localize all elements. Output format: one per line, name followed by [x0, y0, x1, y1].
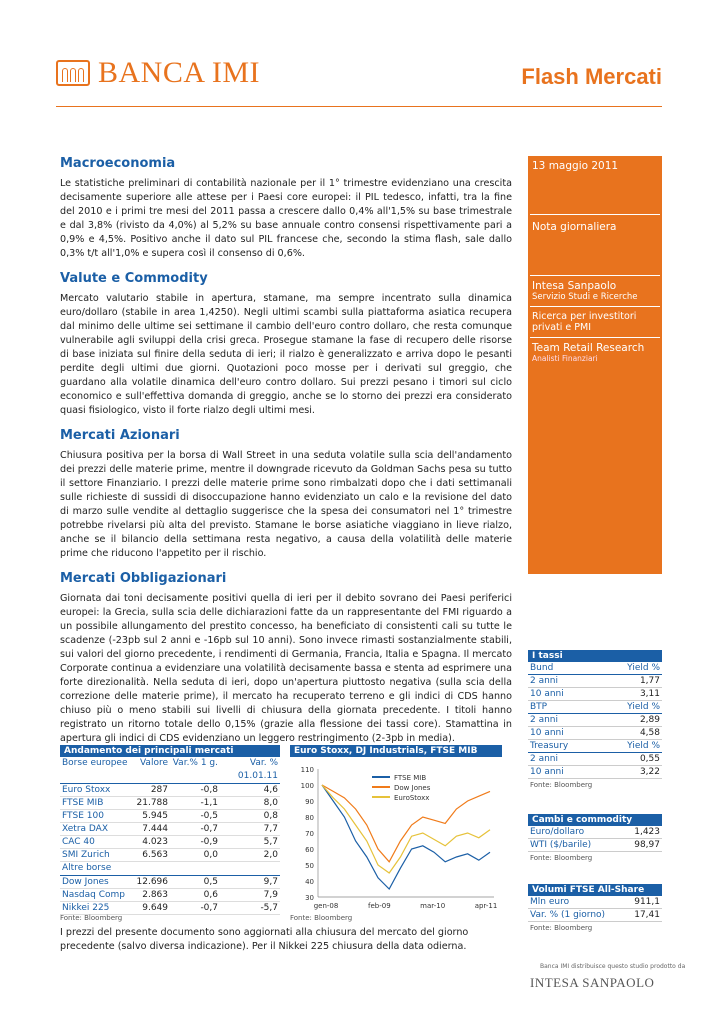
legend-label: Dow Jones	[394, 784, 431, 792]
section-title: Mercati Obbligazionari	[60, 571, 227, 586]
table-row	[60, 797, 280, 810]
table-cell: 3,22	[639, 767, 660, 777]
y-tick-label: 70	[305, 830, 314, 838]
table-cell: 9,7	[263, 877, 278, 887]
chart-svg	[290, 757, 502, 917]
table-row	[528, 896, 662, 909]
header-divider	[56, 106, 662, 107]
table-cell: 1,77	[639, 676, 660, 686]
table-row	[528, 714, 662, 727]
table-cell: Dow Jones	[62, 877, 109, 887]
group-col: Yield %	[627, 702, 660, 712]
table-row	[60, 784, 280, 797]
section-text: Chiusura positiva per la borsa di Wall Street in una seduta volatile sulla scia dell'andamento dei prezzi delle materie prime, mentre il downgrade ricevuto da Goldman Sachs pesa su tutto il settore Finanziario. I prezzi delle materie prime sono rimbalzati dopo che i dati settimanali sulle richieste di sussidi di disoccupazione hanno evidenziato un calo e la revisione del dato di marzo sulle vendite al dettaglio suggerisce che la spesa dei consumatori nel 1° trimestre potrebbe rivelarsi più alta del previsto. Stamane le borse asiatiche viaggiano in lieve rialzo, anche se il bilancio della settimana resta negativo, a causa della volatilità delle materie prime che riducono l'appetito per il rischio.	[60, 450, 512, 559]
table-cell: 9.649	[142, 903, 168, 913]
y-tick-label: 50	[305, 862, 314, 870]
markets-title: Andamento dei principali mercati	[60, 745, 280, 757]
fx-table	[528, 814, 662, 864]
row-label: Mln euro	[530, 897, 570, 907]
row-value: 911,1	[634, 897, 660, 907]
table-cell: Nikkei 225	[62, 903, 110, 913]
table-cell: Euro Stoxx	[62, 785, 111, 795]
table-row	[528, 688, 662, 701]
table-cell: 10 anni	[530, 689, 564, 699]
other-markets-label	[60, 862, 280, 876]
x-tick-label: apr-11	[474, 902, 498, 910]
y-tick-label: 90	[305, 798, 314, 806]
team-name: Team Retail Research	[532, 342, 645, 354]
rates-group-header	[528, 701, 662, 714]
table-row	[60, 823, 280, 836]
ftse-source: Fonte: Bloomberg	[530, 924, 593, 932]
footer-note: I prezzi del presente documento sono aggiornati alla chiusura del mercato del giorno precedente (salvo diversa indicazione). Per il Nikkei 225 chiusura della data odierna.	[60, 927, 469, 952]
y-tick-label: 110	[300, 766, 314, 774]
index-chart	[290, 745, 502, 921]
rates-group-header	[528, 740, 662, 753]
row-label: Euro/dollaro	[530, 827, 585, 837]
row-value: 1,423	[634, 827, 660, 837]
table-cell: 2 anni	[530, 754, 559, 764]
table-cell: 21.788	[136, 798, 168, 808]
table-cell: 0,6	[203, 890, 218, 900]
table-cell: 0,5	[203, 877, 218, 887]
legend-label: FTSE MIB	[394, 774, 427, 782]
section-title: Valute e Commodity	[60, 271, 208, 286]
chart-source: Fonte: Bloomberg	[290, 914, 353, 922]
table-row	[528, 766, 662, 779]
y-tick-label: 80	[305, 814, 314, 822]
row-label: Var. % (1 giorno)	[530, 910, 606, 920]
table-cell: -0,7	[200, 903, 218, 913]
table-cell: 0,0	[203, 850, 218, 860]
section-title: Macroeconomia	[60, 156, 176, 171]
table-cell: FTSE MIB	[62, 798, 104, 808]
table-row	[528, 839, 662, 852]
table-cell: 2 anni	[530, 676, 559, 686]
x-tick-label: mar-10	[420, 902, 446, 910]
brand-name: BANCA IMI	[98, 56, 261, 89]
table-row	[528, 753, 662, 766]
table-row	[528, 826, 662, 839]
page-title: Flash Mercati	[521, 64, 662, 89]
rates-title: I tassi	[528, 650, 662, 662]
table-cell: 3,11	[639, 689, 660, 699]
main-content	[60, 156, 512, 756]
col-header: Valore	[139, 758, 168, 768]
table-cell: 5.945	[142, 811, 168, 821]
table-cell: -1,1	[200, 798, 218, 808]
team-sub: Analisti Finanziari	[532, 354, 598, 363]
ftse-table	[528, 884, 662, 934]
sidebar-org	[528, 276, 662, 306]
sidebar-research: Ricerca per investitori privati e PMI	[532, 311, 637, 333]
table-cell: 8,0	[263, 798, 278, 808]
table-row	[528, 675, 662, 688]
row-value: 98,97	[634, 840, 660, 850]
table-cell: SMI Zurich	[62, 850, 110, 860]
table-row	[528, 727, 662, 740]
table-row	[528, 909, 662, 922]
chart-title: Euro Stoxx, DJ Industrials, FTSE MIB	[290, 745, 502, 757]
table-row	[60, 810, 280, 823]
row-label: WTI ($/barile)	[530, 840, 592, 850]
y-tick-label: 30	[305, 894, 314, 902]
col-header: Var. % 01.01.11	[237, 758, 278, 781]
info-sidebar	[528, 156, 662, 574]
table-row	[60, 849, 280, 862]
table-cell: -0,8	[200, 785, 218, 795]
x-tick-label: feb-09	[368, 902, 391, 910]
table-cell: 4.023	[142, 837, 168, 847]
table-cell: 287	[150, 785, 168, 795]
section-text: Le statistiche preliminari di contabilità nazionale per il 1° trimestre evidenziano una crescita decisamente superiore alle attese per i Paesi core europei: il PIL tedesco, infatti, tra la fine del 2010 e i primi tre mesi del 2011 passa a crescere dallo 0,4% all'1,5% su base trimestrale e dal 3,8% (rivisto da 4,0%) al 5,2% su base annuale contro consensi rispettivamente pari a 0,9% e 4,5%. Positivo anche il dato sul PIL francese che, secondo la stima flash, sale dallo 0,3% t/t all'1,0% e supera così il consenso di 0,6%.	[60, 178, 512, 259]
table-row	[60, 836, 280, 849]
table-cell: 4,6	[263, 785, 278, 795]
legend-label: EuroStoxx	[394, 794, 430, 802]
col-header: Var.% 1 g.	[172, 758, 218, 768]
banca-imi-logo	[56, 56, 260, 90]
group-col: Yield %	[627, 663, 660, 673]
table-cell: Xetra DAX	[62, 824, 108, 834]
sidebar-note: Nota giornaliera	[532, 221, 617, 233]
y-tick-label: 60	[305, 846, 314, 854]
table-cell: 7,7	[263, 824, 278, 834]
distribution-note: Banca IMI distribuisce questo studio prodotto da	[540, 963, 686, 970]
y-tick-label: 100	[300, 782, 314, 790]
table-cell: -5,7	[260, 903, 278, 913]
markets-header	[60, 757, 280, 784]
table-cell: -0,7	[200, 824, 218, 834]
table-cell: CAC 40	[62, 837, 95, 847]
x-tick-label: gen-08	[313, 902, 339, 910]
col-header: Borse europee	[62, 758, 128, 768]
org-name: Intesa Sanpaolo	[532, 280, 617, 292]
table-cell: FTSE 100	[62, 811, 104, 821]
table-cell: 10 anni	[530, 728, 564, 738]
arches-icon	[56, 60, 90, 86]
group-name: BTP	[530, 702, 548, 712]
ftse-title: Volumi FTSE All-Share	[528, 884, 662, 896]
rates-source: Fonte: Bloomberg	[530, 781, 593, 789]
table-cell: 6.563	[142, 850, 168, 860]
table-cell: Nasdaq Comp	[62, 890, 126, 900]
table-row	[60, 876, 280, 889]
table-row	[60, 889, 280, 902]
table-cell: 2,89	[639, 715, 660, 725]
table-cell: 12.696	[136, 877, 168, 887]
markets-table	[60, 745, 280, 915]
group-label: Altre borse	[62, 863, 112, 873]
y-tick-label: 40	[305, 878, 314, 886]
rates-group-header	[528, 662, 662, 675]
rates-table	[528, 650, 662, 791]
group-name: Bund	[530, 663, 554, 673]
section-title: Mercati Azionari	[60, 428, 180, 443]
table-cell: 2,0	[263, 850, 278, 860]
table-cell: 2 anni	[530, 715, 559, 725]
table-cell: 4,58	[639, 728, 660, 738]
markets-source: Fonte: Bloomberg	[60, 914, 123, 922]
table-cell: 5,7	[263, 837, 278, 847]
fx-source: Fonte: Bloomberg	[530, 854, 593, 862]
org-sub: Servizio Studi e Ricerche	[532, 292, 638, 302]
table-cell: 7,9	[263, 890, 278, 900]
table-cell: 0,8	[263, 811, 278, 821]
table-cell: 7.444	[142, 824, 168, 834]
sidebar-team	[528, 338, 662, 367]
section-text: Mercato valutario stabile in apertura, stamane, ma sempre incentrato sulla dinamica euro/dollaro (stabile in area 1,4250). Negli ultimi scambi sulla piattaforma asiatica recupera dal minimo delle ultime sei settimane il cambio dell'euro contro dollaro, che resta comunque vulnerabile agli sviluppi della crisi greca. Prosegue stamane la fase di recupero delle risorse di base iniziata sul finire della seduta di ieri; il rialzo è generalizzato e arriva dopo le pesanti perdite degli ultimi due giorni. Quotazioni poco mosse per i derivati sul greggio, che guardano alla volatile dinamica dell'euro contro dollaro. Sui prezzi pesano i timori sul ciclo economico e sull'effettiva domanda di greggio, anche se lo storno dei prezzi era considerato quasi fisiologico, visto il forte rialzo degli ultimi mesi.	[60, 293, 512, 416]
group-col: Yield %	[627, 741, 660, 751]
table-cell: 2.863	[142, 890, 168, 900]
fx-title: Cambi e commodity	[528, 814, 662, 826]
intesa-sanpaolo-logo: INTESA SANPAOLO	[530, 975, 655, 990]
table-cell: -0,5	[200, 811, 218, 821]
table-cell: -0,9	[200, 837, 218, 847]
table-cell: 0,55	[639, 754, 660, 764]
sidebar-date: 13 maggio 2011	[532, 160, 619, 172]
group-name: Treasury	[530, 741, 569, 751]
row-value: 17,41	[634, 910, 660, 920]
section-text: Giornata dai toni decisamente positivi quella di ieri per il debito sovrano dei Paesi periferici europei: la Grecia, sulla scia delle dichiarazioni fatte da un rappresentante del FMI riguardo a un possibile allungamento del prestito concesso, ha beneficiato di consistenti cali su tutte le scadenze (-23pb sul 2 anni e -16pb sul 10 anni). Sono invece rimasti sostanzialmente stabili, sui valori del giorno precedente, i rendimenti di Germania, Francia, Italia e Spagna. Il mercato Corporate continua a evidenziare una volatilità decisamente bassa e stenta ad esprimere una forte direzionalità. Nella seduta di ieri, dopo un'apertura piuttosto negativa (sulla scia della correzione delle materie prime), il mercato ha recuperato terreno e gli indici di CDS hanno chiuso più o meno stabili sui livelli di chiusura della giornata precedente. I titoli hanno registrato un ritorno totale dello 0,15% (grazie alla flessione dei tassi core). Stamattina in apertura gli indici di CDS evidenziano un leggero restringimento (2-3pb in media).	[60, 593, 512, 744]
table-cell: 10 anni	[530, 767, 564, 777]
